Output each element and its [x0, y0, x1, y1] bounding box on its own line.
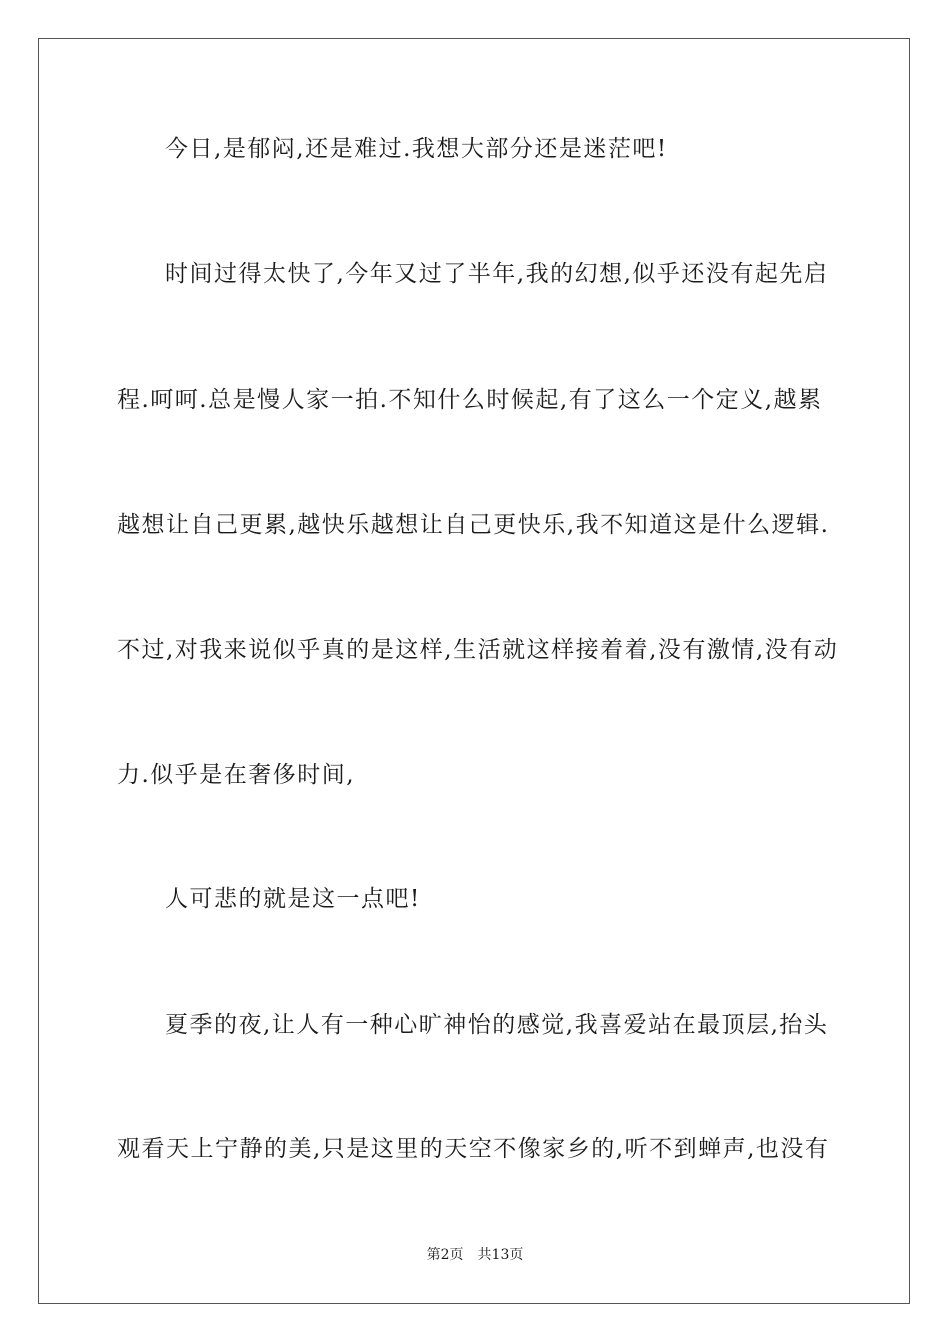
paragraph-line-9: 观看天上宁静的美,只是这里的天空不像家乡的,听不到蝉声,也没有 — [117, 1136, 830, 1162]
paragraph-line-1: 今日,是郁闷,还是难过.我想大部分还是迷茫吧! — [165, 136, 668, 162]
paragraph-line-2: 时间过得太快了,今年又过了半年,我的幻想,似乎还没有起先启 — [165, 261, 829, 287]
paragraph-line-3: 程.呵呵.总是慢人家一拍.不知什么时候起,有了这么一个定义,越累 — [117, 387, 823, 413]
paragraph-line-5: 不过,对我来说似乎真的是这样,生活就这样接着着,没有激情,没有动 — [117, 637, 839, 663]
paragraph-line-4: 越想让自己更累,越快乐越想让自己更快乐,我不知道这是什么逻辑. — [117, 512, 830, 538]
page-footer — [0, 1246, 950, 1264]
page-total: 共13页 — [477, 1247, 524, 1263]
paragraph-line-8: 夏季的夜,让人有一种心旷神怡的感觉,我喜爱站在最顶层,抬头 — [165, 1012, 829, 1038]
paragraph-line-6: 力.似乎是在奢侈时间, — [117, 762, 356, 788]
paragraph-line-7: 人可悲的就是这一点吧! — [165, 886, 421, 912]
page-border — [38, 38, 910, 1304]
page-number: 第2页 — [426, 1247, 464, 1263]
